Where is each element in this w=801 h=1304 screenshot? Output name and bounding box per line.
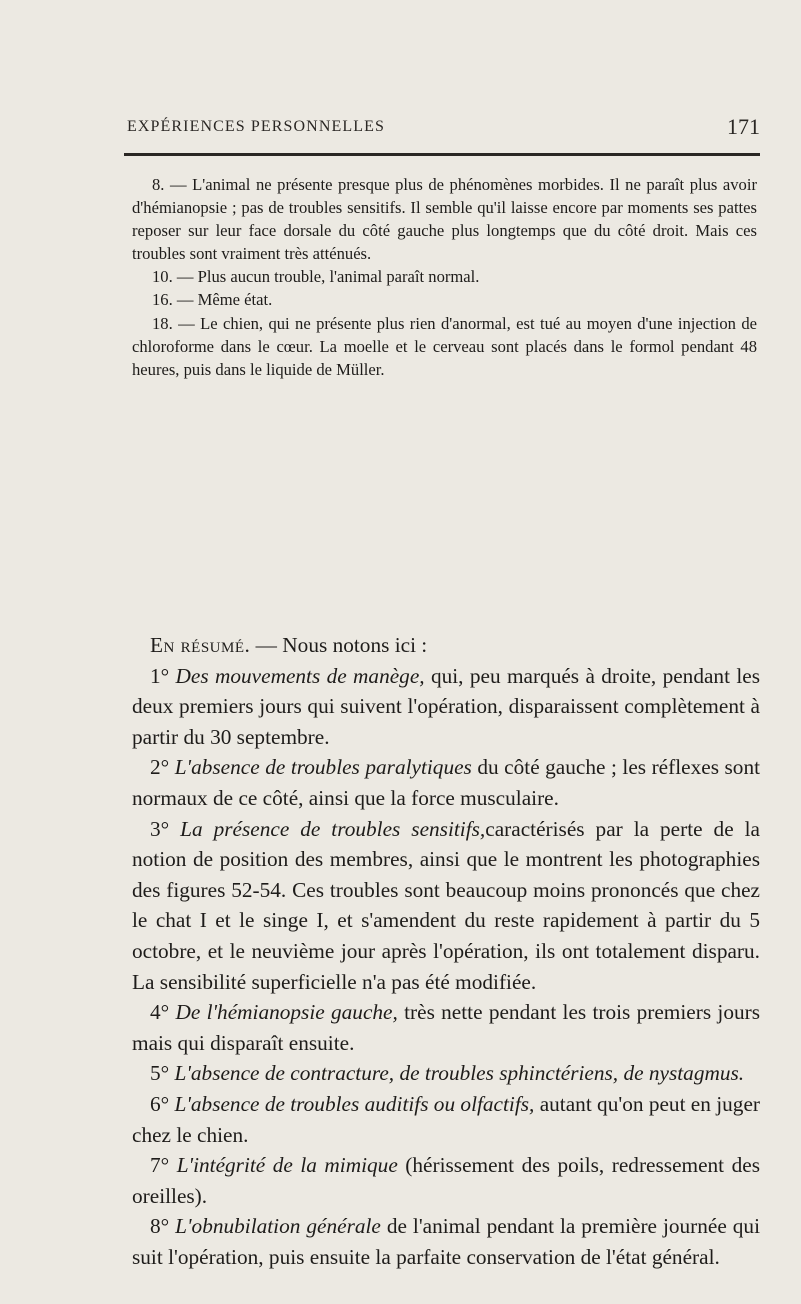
summary-lead-text: — Nous notons ici :: [250, 633, 428, 657]
item-title: De l'hémianopsie gauche,: [175, 1000, 398, 1025]
item-title: Des mouvements de manège,: [175, 663, 425, 688]
item-number: 8°: [150, 1214, 170, 1239]
item-title: L'intégrité de la mimique: [176, 1153, 398, 1178]
summary-lead: [132, 630, 760, 661]
item-number: 2°: [150, 755, 170, 780]
summary-item: [132, 997, 760, 1058]
item-text: (hérissement des poils, redressement des oreilles).: [132, 1153, 760, 1208]
item-text: de l'animal pendant la première journée qui suit l'opération, puis ensuite la parfaite conservation de l'état général.: [132, 1214, 760, 1269]
item-number: 3°: [150, 816, 170, 841]
page-header: [122, 114, 760, 144]
item-number: 7°: [150, 1153, 170, 1178]
item-number: 1°: [150, 663, 170, 688]
daily-notes: [132, 173, 757, 381]
summary-item: [132, 661, 760, 753]
item-text: caractérisés par la perte de la notion de position des membres, ainsi que le montrent les photographies des figures 52-54. Ces troubles sont beaucoup moins prononcés que chez le chat I et le singe I, et s'amendent du reste rapidement à partir du 5 octobre, et le neuvième jour après l'opération, ils ont totalement disparu. La sensibilité superficielle n'a pas été modifiée.: [132, 816, 760, 994]
summary-section: [132, 630, 760, 1272]
item-text: autant qu'on peut en juger chez le chien.: [132, 1091, 760, 1147]
summary-item: [132, 752, 760, 813]
item-text: du côté gauche ; les réflexes sont normaux de ce côté, ainsi que la force musculaire.: [132, 755, 761, 810]
page-number: 171: [727, 114, 760, 139]
item-text: qui, peu marqués à droite, pendant les deux premiers jours qui suivent l'opération, disparaissent complètement à partir du 30 septembre.: [132, 663, 761, 749]
item-number: 6°: [150, 1091, 170, 1116]
summary-item: [132, 1150, 760, 1211]
note-day-16: 16. — Même état.: [152, 290, 273, 310]
note-day-8: 8. — L'animal ne présente presque plus de phénomènes morbides. Il ne paraît plus avoir d'hémianopsie ; pas de troubles sensitifs. Il semble qu'il laisse encore par moments ses pattes reposer sur leur face dorsale du côté gauche plus longtemps que du côté droit. Mais ces troubles sont vraiment très atténués.: [132, 175, 757, 264]
item-title: La présence de troubles sensitifs,: [180, 816, 486, 841]
summary-label: En résumé.: [150, 633, 251, 657]
item-text: très nette pendant les trois premiers jours mais qui disparaît ensuite.: [132, 1000, 760, 1055]
item-number: 4°: [150, 1000, 170, 1025]
summary-item: [132, 1089, 760, 1150]
summary-item: [132, 1211, 760, 1272]
running-title: EXPÉRIENCES PERSONNELLES: [127, 118, 385, 135]
item-number: 5°: [150, 1061, 170, 1086]
item-title: L'absence de troubles auditifs ou olfactifs,: [174, 1091, 535, 1116]
item-title: L'absence de troubles paralytiques: [174, 755, 472, 780]
note-day-10: 10. — Plus aucun trouble, l'animal paraît normal.: [152, 267, 480, 287]
note-day-18: 18. — Le chien, qui ne présente plus rien d'anormal, est tué au moyen d'une injection de chloroforme dans le cœur. La moelle et le cerveau sont placés dans le formol pendant 48 heures, puis dans le liquide de Müller.: [132, 313, 757, 379]
summary-item: [132, 1058, 760, 1089]
summary-item: [132, 814, 760, 998]
header-rule: [124, 153, 760, 156]
item-title: L'absence de contracture, de troubles sphinctériens, de nystagmus.: [174, 1061, 745, 1086]
item-title: L'obnubilation générale: [175, 1214, 381, 1239]
